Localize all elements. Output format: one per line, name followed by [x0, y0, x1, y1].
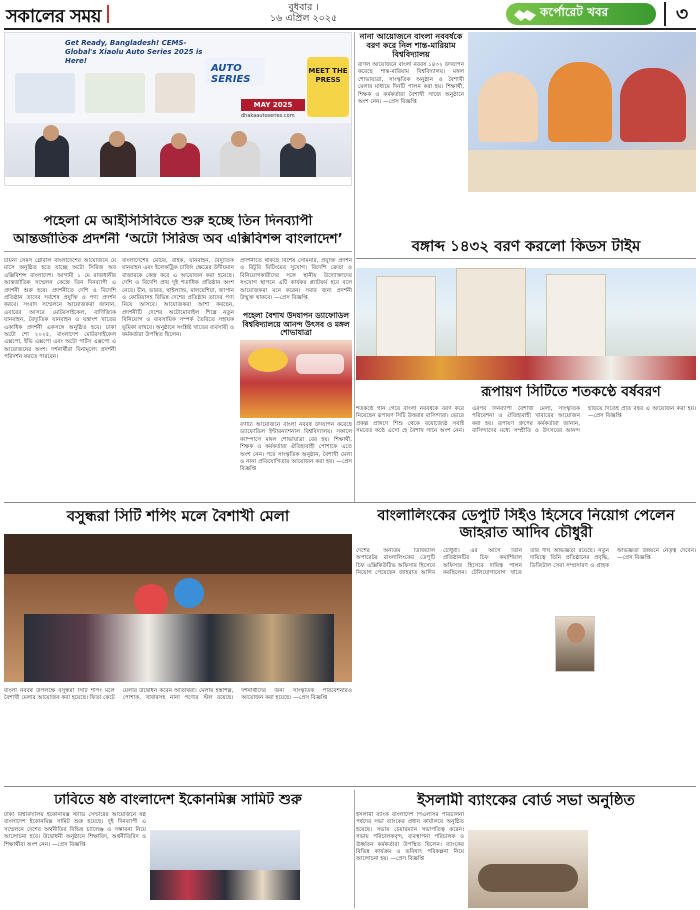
banner-logo — [205, 57, 265, 85]
islami-bank-photo — [468, 830, 588, 908]
rupayan-headline: রূপায়ণ সিটিতে শতকণ্ঠে বর্ষবরণ — [481, 384, 661, 400]
child-figure — [548, 62, 612, 142]
kids-time-photo — [468, 32, 696, 192]
press-table — [5, 177, 352, 186]
building — [376, 276, 436, 366]
column-divider — [354, 790, 355, 908]
board-table — [478, 864, 578, 892]
bashundhara-headline: বসুন্ধরা সিটি শপিং মলে বৈশাখী মেলা — [66, 508, 290, 525]
procession-headline: পহেলা বৈশাখ উদযাপন ড্যাফোডিল বিশ্ববিদ্যালয়ে আনন্দ উৎসব ও মঙ্গল শোভাযাত্রা — [242, 312, 350, 338]
crowd — [356, 356, 696, 380]
banglalink-portrait — [555, 616, 595, 672]
section-rule — [4, 502, 696, 503]
masthead — [0, 0, 700, 28]
smu-body: বর্ণিল আয়োজনে বাংলা নববর্ষ ১৪৩২ উদযাপন করেছে শান্ত-মারিয়াম বিশ্ববিদ্যালয়। মঙ্গল শোভাযাত্রা, সাংস্কৃতিক অনুষ্ঠান ও বৈশাখী মেলার মাধ্যমে দিনটি পালন করা হয়। শিক্ষার্থী, শিক্ষক ও কর্মকর্তারা বৈশাখী সাজে অনুষ্ঠানে অংশ নেন। —প্রেস বিজ্ঞপ্তি — [358, 62, 464, 106]
building — [546, 274, 606, 366]
speaker-head — [231, 131, 247, 147]
expo-headline-line2: আন্তর্জাতিক প্রদর্শনী ‘অটো সিরিজ অব এক্সিবিশন্স বাংলাদেশ’ — [4, 232, 352, 252]
speaker-head — [171, 133, 187, 149]
page-number: ৩ — [664, 2, 698, 26]
child-figure — [478, 72, 538, 142]
banner-panel-left — [15, 73, 75, 113]
speaker-head — [109, 131, 125, 147]
rupayan-body: শতকণ্ঠে গান গেয়ে বাংলা নববর্ষকে বরণ করে নিয়েছেন রূপায়ণ সিটি উত্তরার বাসিন্দারা। ভোরে প্রকল্প প্রাঙ্গণে শিশু থেকে বয়োজ্যেষ্ঠ সবাই সমবেত কণ্ঠে এসো হে বৈশাখ গানে অংশ নেন। এরপর দিনব্যাপী বৈশাখী মেলা, সাংস্কৃতিক পরিবেশনা ও ঐতিহ্যবাহী খাবারের আয়োজন করা হয়। রূপায়ণ গ্রুপের কর্মকর্তারা জানান, বাসিন্দাদের মধ্যে সম্প্রীতি ও উৎসবের আনন্দ ছড়িয়ে দিতেই প্রতি বছর এ আয়োজন করা হয়। —প্রেস বিজ্ঞপ্তি — [356, 406, 696, 435]
banner-logo-text: AUTO SERIES — [211, 63, 251, 85]
section-tag — [506, 3, 656, 25]
banner-panel-mid — [85, 73, 145, 113]
banner-website: dhakaautoseries.com — [241, 113, 295, 119]
balloon — [134, 584, 168, 618]
paper-name: সকালের সময় — [6, 2, 101, 33]
expo-press-photo — [4, 32, 352, 186]
publication-day: বুধবার । — [288, 2, 319, 13]
expo-column-2: বাংলাদেশের মোটর, বাইক, যানবাহন, বৈদ্যুতিক যানবাহন এবং ইলেকট্রিক চার্জিং ক্ষেত্রের উদীয়মান বাজারকে কেন্দ্র করে এ আয়োজন করা হয়েছে। দেশি ও বিদেশি প্রায় দুই শতাধিক প্রতিষ্ঠান অংশ নেবে। চীন, ভারত, থাইল্যান্ড, মালয়েশিয়া, জাপান ও কোরিয়াসহ বিভিন্ন দেশের প্রতিষ্ঠান তাদের পণ্য নিয়ে আসবে। আয়োজকরা আশা করছেন, প্রদর্শনীটি দেশের অটোমোবাইল শিল্পে নতুন বিনিয়োগ ও ব্যবসায়িক সম্পর্ক তৈরিতে সহায়ক ভূমিকা রাখবে। অনুষ্ঠানে সংশ্লিষ্ট খাতের ব্যবসায়ী ও কর্মকর্তারা উপস্থিত ছিলেন। — [122, 258, 234, 339]
procession-body: বর্ণাঢ্য আয়োজনে বাংলা নববর্ষ উদযাপন করেছে ড্যাফোডিল ইন্টারন্যাশনাল বিশ্ববিদ্যালয়। সকালে ক্যাম্পাসে মঙ্গল শোভাযাত্রা বের হয়। শিক্ষার্থী, শিক্ষক ও কর্মকর্তারা ঐতিহ্যবাহী পোশাকে এতে অংশ নেন। পরে সাংস্কৃতিক অনুষ্ঠান, বৈশাখী মেলা ও নানা প্রতিযোগিতার আয়োজন করা হয়। —প্রেস বিজ্ঞপ্তি — [240, 422, 352, 473]
rupayan-city-photo — [356, 268, 696, 380]
section-rule — [4, 786, 696, 787]
islami-bank-body: ইসলামী ব্যাংক বাংলাদেশ পিএলসির পরিচালনা পর্ষদের সভা ব্যাংকের প্রধান কার্যালয়ে অনুষ্ঠিত হয়েছে। সভায় চেয়ারম্যান সভাপতিত্ব করেন। সভায় পরিচালকবৃন্দ, ব্যবস্থাপনা পরিচালক ও ঊর্ধ্বতন কর্মকর্তারা উপস্থিত ছিলেন। ব্যাংকের বিভিন্ন কার্যক্রম ও ভবিষ্যৎ পরিকল্পনা নিয়ে আলোচনা হয়। —প্রেস বিজ্ঞপ্তি — [356, 812, 464, 863]
bashundhara-photo — [4, 534, 352, 682]
building — [456, 268, 526, 368]
islami-bank-headline: ইসলামী ব্যাংকের বোর্ড সভা অনুষ্ঠিত — [417, 792, 635, 809]
festival-banner — [296, 354, 344, 374]
stage-people — [5, 123, 352, 186]
section-rule — [356, 258, 696, 259]
banner-subtitle: Get Ready, Bangladesh! CEMS-Global's Xiaolu Auto Series 2025 is Here! — [65, 39, 203, 65]
banner-date: MAY 2025 — [241, 99, 305, 111]
economics-body: ঢাকা বিশ্ববিদ্যালয় ইকোনমিক্স স্টাডি সেন্টারের আয়োজনে ষষ্ঠ বাংলাদেশ ইকোনমিক্স সামিট শুরু হয়েছে। দুই দিনব্যাপী এ সম্মেলনে দেশের অর্থনীতির বিভিন্ন চ্যালেঞ্জ ও সম্ভাবনা নিয়ে আলোচনা হবে। উদ্বোধনী অনুষ্ঠানে শিক্ষাবিদ, অর্থনীতিবিদ ও শিক্ষার্থীরা অংশ নেন। —প্রেস বিজ্ঞপ্তি — [4, 812, 146, 848]
art-table — [468, 150, 696, 192]
section-label: কর্পোরেট খবর — [540, 5, 609, 19]
speaker-head — [43, 125, 59, 141]
column-divider — [354, 32, 355, 502]
kids-time-headline: বঙ্গাব্দ ১৪৩২ বরণ করলো কিডস টাইম — [411, 238, 641, 255]
handshake-icon — [513, 5, 537, 23]
economics-summit-headline: ঢাবিতে ষষ্ঠ বাংলাদেশ ইকোনমিক্স সামিট শুরু — [54, 792, 302, 808]
banglalink-headline: বাংলালিংকের ডেপুটি সিইও হিসেবে নিয়োগ পেলেন জাহরাত আদিব চৌধুরী — [377, 508, 675, 541]
speaker-head — [290, 133, 306, 149]
mall-ceiling — [4, 534, 352, 574]
child-figure — [620, 68, 686, 142]
banner-panel-right — [155, 73, 195, 113]
procession-photo — [240, 340, 352, 418]
expo-column-3: প্রদর্শনীতে থাকছে বিশেষ সেমিনার, প্রযুক্তি প্রদর্শন ও বিটুবি মিটিংয়ের সুযোগ। বিদেশি ক্রেতা ও বিনিয়োগকারীদের সঙ্গে স্থানীয় উদ্যোক্তাদের সংযোগ স্থাপনে এটি কার্যকর প্ল্যাটফর্ম হবে বলে আয়োজকরা মনে করেন। সবার জন্য প্রদর্শনী উন্মুক্ত থাকবে। —প্রেস বিজ্ঞপ্তি — [240, 258, 352, 302]
guests-row — [24, 614, 334, 682]
summit-panel — [150, 870, 300, 900]
publication-date-value: ১৬ এপ্রিল ২০২৫ — [270, 13, 338, 24]
banglalink-body: দেশের অন্যতম ডিজিটাল অপারেটর বাংলালিংকের ডেপুটি চিফ এক্সিকিউটিভ অফিসার হিসেবে নিয়োগ পেয়েছেন জাহরাত আদিব চৌধুরী। এর আগে তিনি প্রতিষ্ঠানটির চিফ কমার্শিয়াল অফিসার হিসেবে দায়িত্ব পালন করছিলেন। টেলিযোগাযোগ খাতে তাঁর দীর্ঘ অভিজ্ঞতা রয়েছে। নতুন দায়িত্বে তিনি প্রতিষ্ঠানের প্রবৃদ্ধি, ডিজিটাল সেবা সম্প্রসারণ ও গ্রাহক অভিজ্ঞতা উন্নয়নে নেতৃত্ব দেবেন। —প্রেস বিজ্ঞপ্তি — [356, 548, 696, 577]
meet-the-press-card: MEET THE PRESS — [307, 57, 349, 117]
smu-headline: নানা আয়োজনে বাংলা নববর্ষকে বরণ করে নিল শান্ত-মারিয়াম বিশ্ববিদ্যালয় — [359, 32, 463, 60]
expo-headline-line1: পহেলা মে আইসিসিবিতে শুরু হচ্ছে তিন দিনব্যাপী — [43, 214, 313, 229]
portrait-head — [567, 623, 585, 643]
economics-summit-photo — [150, 830, 300, 900]
bashundhara-body: বাংলা নববর্ষ উপলক্ষে বসুন্ধরা সিটি শপিং মলে বৈশাখী মেলার আয়োজন করা হয়েছে। ফিতা কেটে মেলার উদ্বোধন করেন অতিথিরা। মেলায় হস্তশিল্প, পোশাক, খাবারসহ নানা পণ্যের স্টল রয়েছে। দর্শনার্থীদের জন্য সাংস্কৃতিক পরিবেশনারও আয়োজন করা হয়েছে। —প্রেস বিজ্ঞপ্তি — [4, 688, 352, 702]
festival-mask — [248, 348, 288, 372]
expo-column-1: চায়না সেমস গ্লোবাল বাংলাদেশের আয়োজনে মে মাসে অনুষ্ঠিত হতে যাচ্ছে অটো সিরিজ অব এক্সিবিশন্স বাংলাদেশ। আগামী ১ মে রাজধানীর আন্তর্জাতিক সম্মেলন কেন্দ্রে তিন দিনব্যাপী এ প্রদর্শনী শুরু হবে। প্রদর্শনীতে দেশি ও বিদেশি প্রতিষ্ঠান তাদের সর্বশেষ প্রযুক্তি ও পণ্য প্রদর্শন করবে। সংবাদ সম্মেলনে আয়োজকরা জানান, এবারের আসরে মোটরসাইকেল, বাণিজ্যিক যানবাহন, বৈদ্যুতিক যানবাহন ও যন্ত্রাংশ খাতের একাধিক প্রদর্শনী একসঙ্গে অনুষ্ঠিত হবে। ঢাকা অটো শো ২০২৫, বাংলাদেশ মোটরসাইকেল এক্সপো, ইভি এক্সপো এবং অটো পার্টস এক্সপো এ আয়োজনের অংশ। দর্শনার্থীরা বিনামূল্যে প্রদর্শনী পরিদর্শন করতে পারবেন। — [4, 258, 116, 361]
balloon — [174, 578, 204, 608]
masthead-rule — [4, 28, 696, 30]
publication-date — [270, 2, 337, 24]
